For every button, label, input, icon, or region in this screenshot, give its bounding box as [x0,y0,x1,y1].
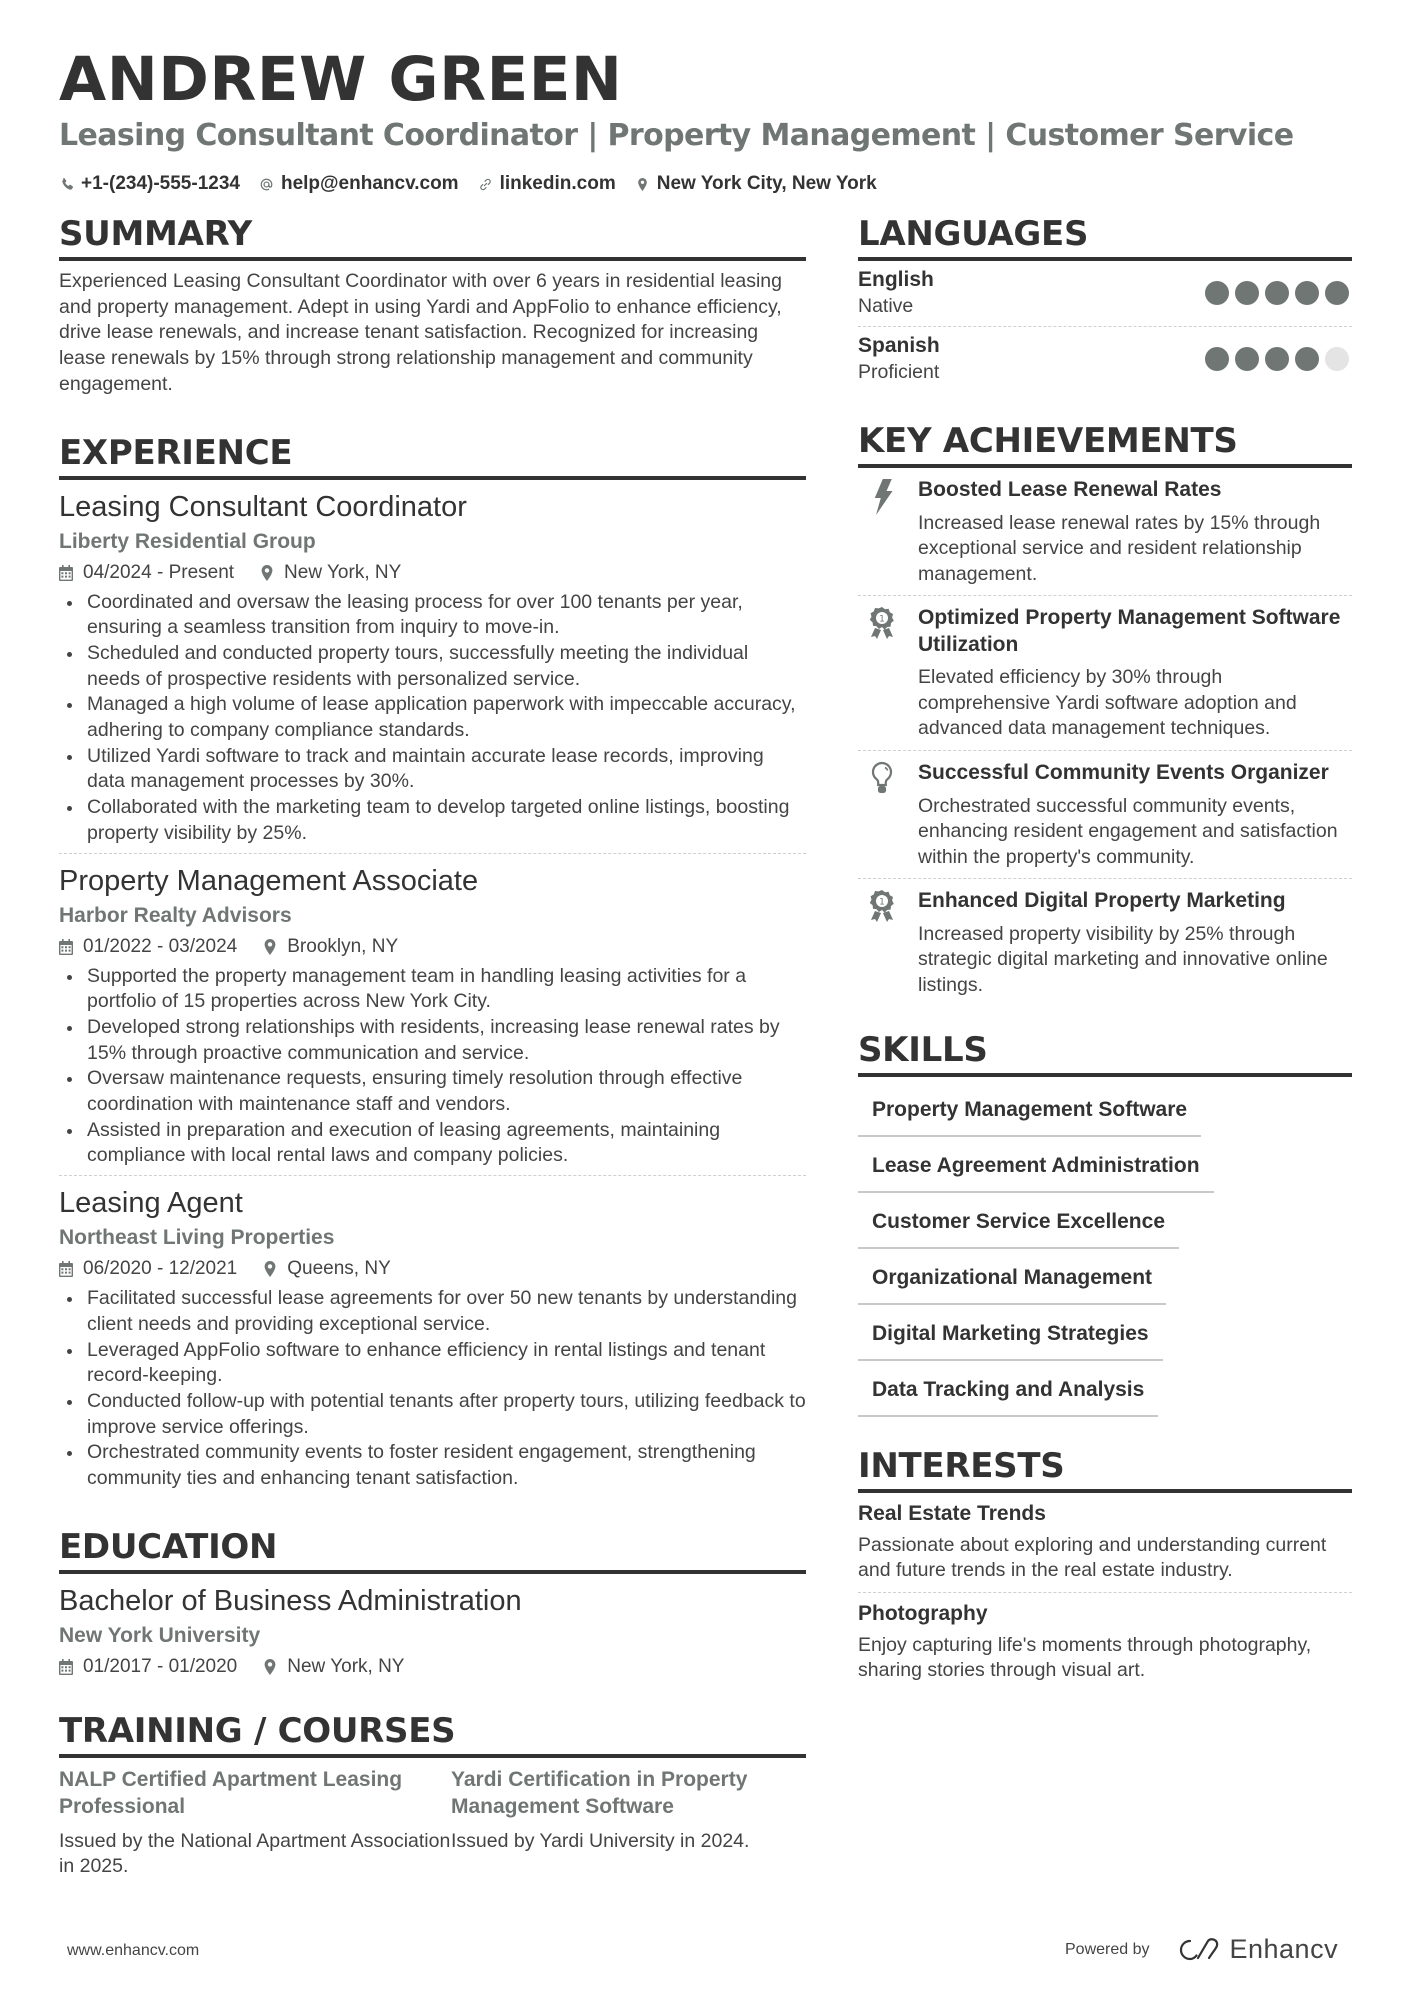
rating-dot-empty [1325,347,1349,371]
achievements-heading: KEY ACHIEVEMENTS [858,420,1352,468]
job-location: Queens, NY [287,1258,391,1280]
contact-phone-text: +1-(234)-555-1234 [81,173,240,194]
achievement-desc: Increased property visibility by 25% through strategic digital marketing and innovative online listings. [918,922,1328,997]
svg-text:1: 1 [879,897,885,908]
bullet-item: Orchestrated community events to foster resident engagement, strengthening community ties and enhancing tenant satisfaction. [59,1440,806,1491]
job-dates: 06/2020 - 12/2021 [83,1258,238,1280]
job-title: Leasing Consultant Coordinator [59,490,467,523]
bullet-item: Collaborated with the marketing team to develop targeted online listings, boosting property visibility by 25%. [59,795,806,846]
bullet-item: Managed a high volume of lease application paperwork with impeccable accuracy, adhering to company compliance standards. [59,692,806,743]
achievement-item [858,596,1352,751]
calendar-icon [59,565,74,581]
bullet-item: Utilized Yardi software to track and maintain accurate lease records, improving data management processes by 30%. [59,744,806,795]
training-heading: TRAINING / COURSES [59,1710,806,1758]
location-icon [263,1261,278,1277]
education-heading: EDUCATION [59,1526,806,1574]
education-dates: 01/2017 - 01/2020 [83,1655,238,1677]
location-icon [635,176,651,192]
experience-section [59,432,806,1498]
job-bullets [59,590,806,847]
language-level: Native [858,295,914,317]
achievement-item [858,751,1352,879]
achievement-desc: Increased lease renewal rates by 15% through exceptional service and resident relationship management. [918,511,1321,585]
location-icon [260,565,275,581]
skill-tag: Customer Service Excellence [858,1199,1179,1249]
interests-section [858,1445,1352,1692]
rating-dot-filled [1295,347,1319,371]
award-ribbon-icon [858,605,918,742]
enhancv-logo-icon [1176,1937,1222,1963]
achievement-item [858,879,1352,1006]
language-item [858,327,1352,392]
interest-item [858,1493,1352,1593]
school-name: New York University [59,1623,261,1647]
experience-entry [59,854,806,1177]
summary-heading: SUMMARY [59,213,806,261]
achievement-title: Boosted Lease Renewal Rates [918,478,1222,501]
right-column [858,213,1352,1720]
training-name: NALP Certified Apartment Leasing Professional [59,1767,403,1818]
rating-dot-filled [1325,281,1349,305]
rating-dot-filled [1295,281,1319,305]
rating-dot-filled [1265,281,1289,305]
calendar-icon [59,1261,74,1277]
bullet-item: Assisted in preparation and execution of leasing agreements, maintaining compliance with local rental laws and company policies. [59,1118,806,1169]
rating-dot-filled [1265,347,1289,371]
job-meta [59,932,806,962]
bullet-item: Developed strong relationships with residents, increasing lease renewal rates by 15% through proactive communication and service. [59,1015,806,1066]
left-column [59,213,806,1908]
calendar-icon [59,939,74,955]
achievement-item [858,468,1352,596]
location-icon [263,1659,278,1675]
skill-tag: Data Tracking and Analysis [858,1367,1158,1417]
language-level: Proficient [858,361,940,383]
company-name: Northeast Living Properties [59,1226,335,1250]
rating-dot-filled [1235,281,1259,305]
training-name: Yardi Certification in Property Management Software [451,1767,748,1818]
training-list [59,1758,806,1880]
contact-linkedin-text: linkedin.com [499,173,616,194]
contact-linkedin[interactable] [478,173,616,195]
job-bullets [59,1286,806,1492]
footer-website-link[interactable]: www.enhancv.com [67,1942,200,1959]
job-meta [59,1254,806,1284]
education-entry [59,1574,806,1682]
interest-title: Real Estate Trends [858,1501,1046,1525]
education-meta [59,1652,806,1682]
languages-heading: LANGUAGES [858,213,1352,261]
candidate-headline: Leasing Consultant Coordinator | Property Management | Customer Service [59,118,1294,153]
job-dates: 01/2022 - 03/2024 [83,935,238,957]
bullet-item: Scheduled and conducted property tours, successfully meeting the individual needs of prospective residents with personalized service. [59,641,806,692]
job-dates: 04/2024 - Present [83,561,235,583]
summary-section [59,213,806,398]
language-item [858,261,1352,327]
summary-text: Experienced Leasing Consultant Coordinator with over 6 years in residential leasing and property management. Adept in using Yardi and AppFolio to enhance efficiency, drive lease renewals, and increase tenant satisfaction. Recognized for increasing lease renewals by 15% through strong relationship management and community engagement. [59,270,782,395]
company-name: Harbor Realty Advisors [59,903,292,927]
achievement-title: Optimized Property Management Software Utilization [918,606,1341,656]
training-desc: Issued by Yardi University in 2024. [451,1829,750,1852]
at-icon [259,176,275,192]
bullet-item: Leveraged AppFolio software to enhance efficiency in rental listings and tenant record-keeping. [59,1338,806,1389]
calendar-icon [59,1659,74,1675]
contact-bar [59,172,1359,196]
interest-item [858,1593,1352,1692]
svg-text:1: 1 [879,614,885,625]
experience-entry [59,1176,806,1498]
language-rating [1205,347,1349,371]
achievement-title: Successful Community Events Organizer [918,761,1329,785]
phone-icon [59,176,75,192]
achievement-desc: Elevated efficiency by 30% through comprehensive Yardi software adoption and advanced data management techniques. [918,666,1297,740]
award-ribbon-icon [858,888,918,998]
skill-tag: Organizational Management [858,1255,1166,1305]
bullet-item: Conducted follow-up with potential tenants after property tours, utilizing feedback to improve service offerings. [59,1389,806,1440]
bullet-item: Supported the property management team in handling leasing activities for a portfolio of 15 properties across New York City. [59,964,806,1015]
skill-tag: Lease Agreement Administration [858,1143,1214,1193]
contact-email[interactable] [259,173,459,195]
experience-entry [59,480,806,854]
contact-phone[interactable] [59,173,240,195]
languages-section [858,213,1352,392]
achievement-title: Enhanced Digital Property Marketing [918,889,1286,913]
degree: Bachelor of Business Administration [59,1584,522,1617]
rating-dot-filled [1205,347,1229,371]
language-name: Spanish [858,334,940,357]
achievements-section [858,420,1352,1007]
job-title: Property Management Associate [59,864,479,897]
resume-header [59,44,1359,196]
rating-dot-filled [1205,281,1229,305]
job-title: Leasing Agent [59,1187,243,1220]
skills-section [858,1029,1352,1417]
language-name: English [858,268,934,291]
lightbulb-icon [858,760,918,870]
training-item [59,1766,451,1880]
bullet-item: Facilitated successful lease agreements for over 50 new tenants by understanding client needs and providing exceptional service. [59,1286,806,1337]
powered-by-label: Powered by [1065,1940,1150,1958]
interest-title: Photography [858,1601,988,1625]
interest-desc: Passionate about exploring and understanding current and future trends in the real estate industry. [858,1533,1327,1582]
location-icon [263,939,278,955]
achievement-desc: Orchestrated successful community events, enhancing resident engagement and satisfaction within the property's community. [918,794,1338,868]
contact-email-text: help@enhancv.com [280,173,459,194]
footer-branding[interactable] [1065,1934,1338,1965]
candidate-name: ANDREW GREEN [59,44,623,115]
skill-tag: Digital Marketing Strategies [858,1311,1163,1361]
skill-tag: Property Management Software [858,1087,1201,1137]
link-icon [478,176,494,192]
job-location: New York, NY [284,561,402,583]
interests-heading: INTERESTS [858,1445,1352,1493]
skills-heading: SKILLS [858,1029,1352,1077]
company-name: Liberty Residential Group [59,529,316,553]
job-meta [59,558,806,588]
language-rating [1205,281,1349,305]
job-bullets [59,964,806,1170]
rating-dot-filled [1235,347,1259,371]
training-desc: Issued by the National Apartment Association in 2025. [59,1829,451,1878]
interest-desc: Enjoy capturing life's moments through photography, sharing stories through visual art. [858,1633,1312,1682]
contact-location [635,173,877,195]
contact-location-text: New York City, New York [656,173,877,194]
education-location: New York, NY [287,1655,405,1677]
bullet-item: Coordinated and oversaw the leasing process for over 100 tenants per year, ensuring a seamless transition from inquiry to move-in. [59,590,806,641]
lightning-icon [858,477,918,587]
training-section [59,1710,806,1880]
experience-heading: EXPERIENCE [59,432,806,480]
brand-name: Enhancv [1229,1934,1339,1964]
skills-list [858,1077,1352,1417]
job-location: Brooklyn, NY [287,935,399,957]
bullet-item: Oversaw maintenance requests, ensuring timely resolution through effective coordination with maintenance staff and vendors. [59,1066,806,1117]
education-section [59,1526,806,1682]
training-item [451,1766,806,1880]
